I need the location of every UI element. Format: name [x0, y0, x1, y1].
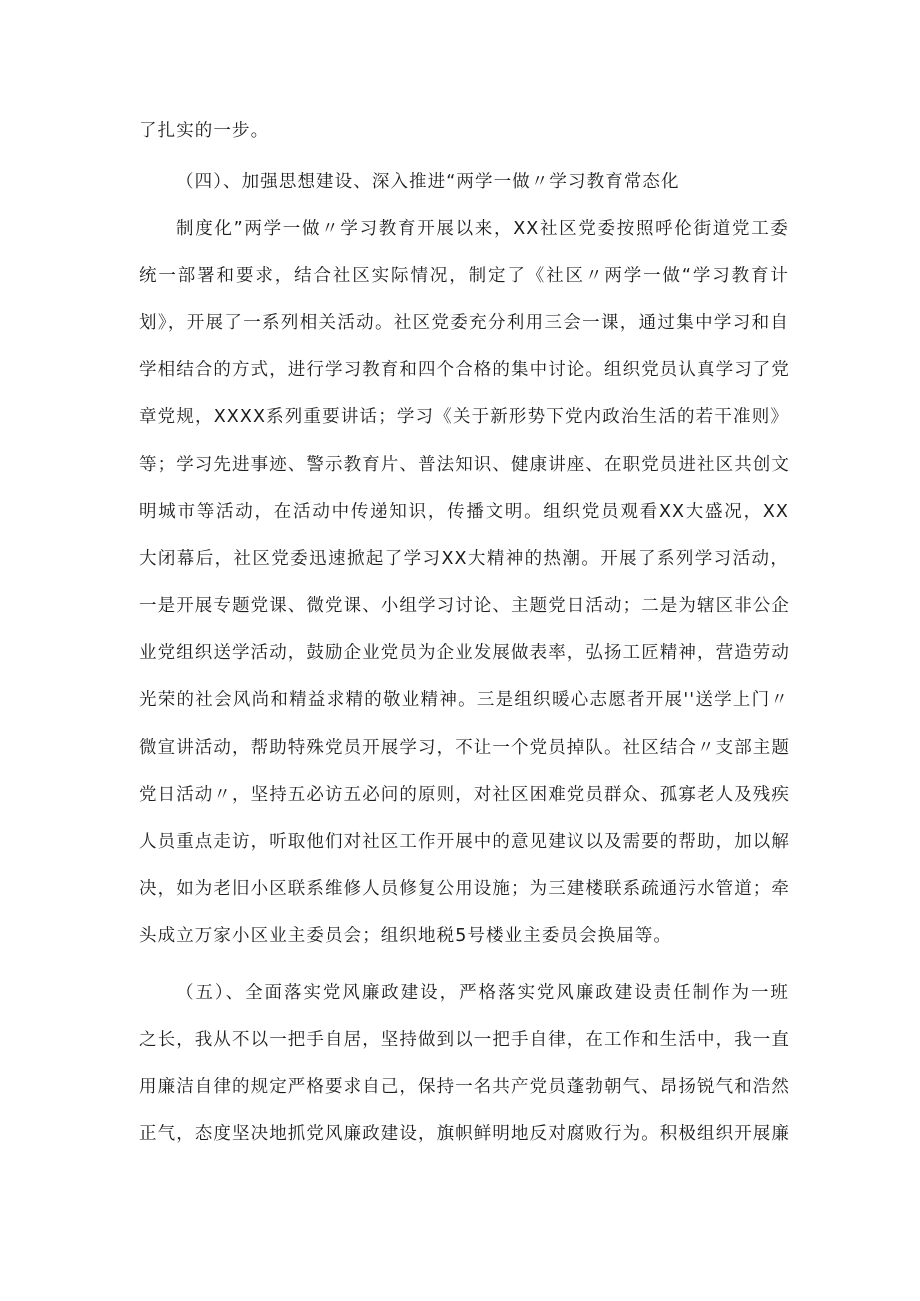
- paragraph-line: 之长，我从不以一把手自居，坚持做到以一把手自律，在工作和生活中，我一直: [139, 1030, 790, 1050]
- paragraph-line: 一是开展专题党课、微党课、小组学习讨论、主题党日活动；二是为辖区非公企: [139, 596, 790, 616]
- paragraph-line: 大闭幕后，社区党委迅速掀起了学习XX大精神的热潮。开展了系列学习活动，: [139, 549, 789, 569]
- paragraph-line: 了扎实的一步。: [139, 121, 270, 141]
- paragraph-line: 党日活动〃，坚持五必访五必问的原则，对社区困难党员群众、孤寡老人及残疾: [139, 785, 790, 805]
- paragraph-line: 划》，开展了一系列相关活动。社区党委充分利用三会一课，通过集中学习和自: [139, 313, 789, 333]
- paragraph-line: 光荣的社会风尚和精益求精的敬业精神。三是组织暖心志愿者开展''送学上门〃: [139, 690, 789, 710]
- section-heading: （四）、加强思想建设、深入推进“两学一做〃学习教育常态化: [176, 172, 680, 192]
- paragraph-line: 用廉洁自律的规定严格要求自己，保持一名共产党员蓬勃朝气、昂扬锐气和浩然: [139, 1077, 790, 1097]
- paragraph-line: 等；学习先进事迹、警示教育片、普法知识、健康讲座、在职党员进社区共创文: [139, 455, 790, 475]
- section-heading: （五）、全面落实党风廉政建设，严格落实党风廉政建设责任制作为一班: [176, 983, 789, 1003]
- paragraph-line: 正气，态度坚决地抓党风廉政建设，旗帜鲜明地反对腐败行为。积极组织开展廉: [139, 1124, 790, 1144]
- paragraph-line: 决，如为老旧小区联系维修人员修复公用设施；为三建楼联系疏通污水管道；牵: [139, 879, 790, 899]
- paragraph-line: 统一部署和要求，结合社区实际情况，制定了《社区〃两学一做“学习教育计: [139, 266, 789, 286]
- paragraph-line: 微宣讲活动，帮助特殊党员开展学习，不让一个党员掉队。社区结合〃支部主题: [139, 738, 790, 758]
- paragraph-line: 学相结合的方式，进行学习教育和四个合格的集中讨论。组织党员认真学习了党: [139, 360, 790, 380]
- paragraph-line: 人员重点走访，听取他们对社区工作开展中的意见建议以及需要的帮助，加以解: [139, 832, 790, 852]
- paragraph-line: 头成立万家小区业主委员会；组织地税5号楼业主委员会换届等。: [139, 926, 673, 946]
- paragraph-line: 制度化”两学一做〃学习教育开展以来，XX社区党委按照呼伦街道党工委: [176, 219, 789, 239]
- paragraph-line: 章党规，XXXX系列重要讲话；学习《关于新形势下党内政治生活的若干准则》: [139, 407, 789, 427]
- paragraph-line: 明城市等活动，在活动中传递知识，传播文明。组织党员观看XX大盛况，XX: [139, 502, 789, 522]
- paragraph-line: 业党组织送学活动，鼓励企业党员为企业发展做表率，弘扬工匠精神，营造劳动: [139, 643, 790, 663]
